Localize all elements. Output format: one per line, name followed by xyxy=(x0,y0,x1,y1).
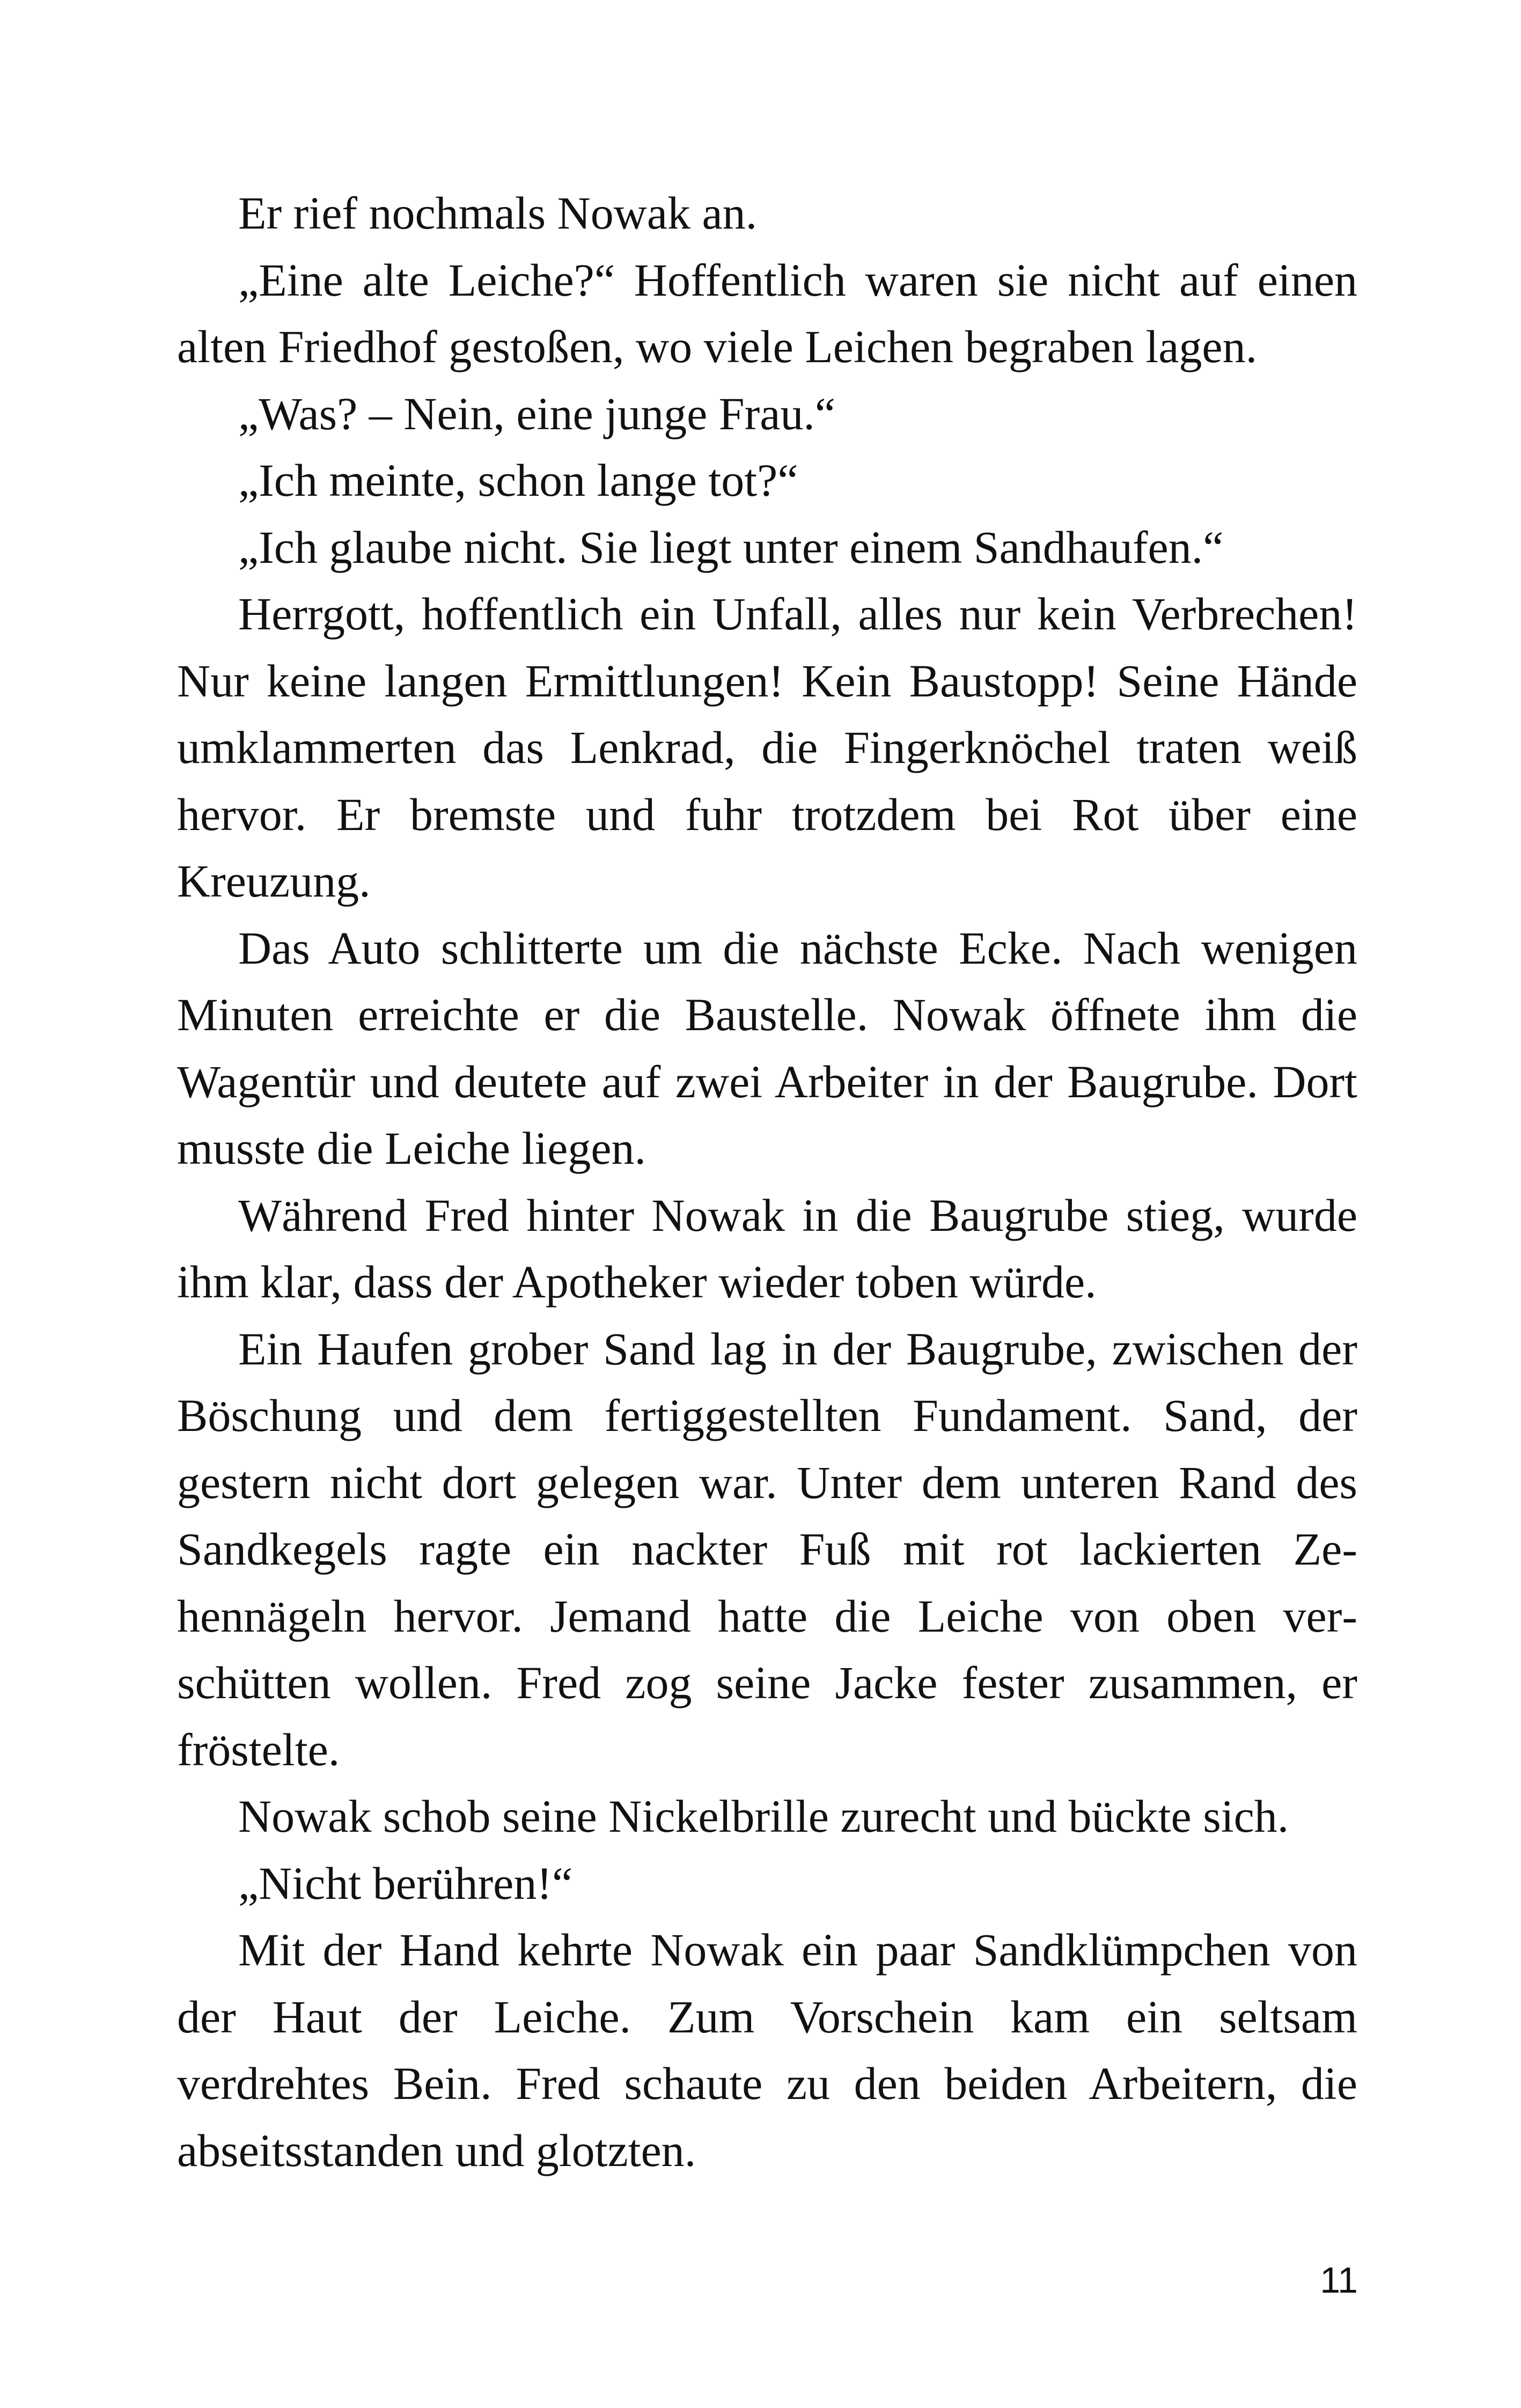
paragraph: „Ich meinte, schon lange tot?“ xyxy=(238,454,798,506)
paragraph: Mit der Hand kehrte Nowak ein paar Sandklümpchen von der Haut der Leiche. Zum Vorschein kam ein seltsam verdrehtes Bein. Fred schaute zu den beiden Arbeitern, die abseitsstanden und glotzten. xyxy=(177,1924,1357,2176)
body-text xyxy=(177,180,1357,2184)
paragraph: „Ich glaube nicht. Sie liegt unter einem Sandhaufen.“ xyxy=(238,521,1224,573)
paragraph: Nowak schob seine Nickelbrille zurecht und bückte sich. xyxy=(238,1790,1289,1842)
paragraph: Er rief nochmals Nowak an. xyxy=(238,187,758,239)
paragraph: Während Fred hinter Nowak in die Baugrube stieg, wurde ihm klar, dass der Apotheker wieder toben würde. xyxy=(177,1189,1357,1308)
paragraph: Das Auto schlitterte um die nächste Ecke. Nach wenigen Minuten erreichte er die Baustelle. Nowak öffnete ihm die Wagentür und deutete auf zwei Arbeiter in der Baugrube. Dort musste die Leiche liegen. xyxy=(177,922,1357,1174)
page-number: 11 xyxy=(1320,2260,1358,2301)
paragraph: Herrgott, hoffentlich ein Unfall, alles nur kein Verbrechen! Nur keine langen Ermittlungen! Kein Baustopp! Seine Hände umklammerten das Lenkrad, die Fingerknöchel traten weiß hervor. Er bremste und fuhr trotzdem bei Rot über eine Kreuzung. xyxy=(177,588,1357,907)
paragraph: „Eine alte Leiche?“ Hoffentlich waren sie nicht auf einen alten Friedhof gestoßen, wo viele Leichen begraben lagen. xyxy=(177,254,1357,372)
paragraph: „Nicht berühren!“ xyxy=(238,1857,573,1909)
paragraph: Ein Haufen grober Sand lag in der Baugrube, zwischen der Böschung und dem fertiggestellten Fundament. Sand, der gestern nicht dort gelegen war. Unter dem unteren Rand des Sandkegels ragte ein nackter Fuß mit rot lackierten Zehennägeln hervor. Jemand hatte die Leiche von oben verschütten wollen. Fred zog seine Jacke fester zusammen, er fröstelte. xyxy=(177,1323,1357,1775)
paragraph: „Was? – Nein, eine junge Frau.“ xyxy=(238,387,836,439)
